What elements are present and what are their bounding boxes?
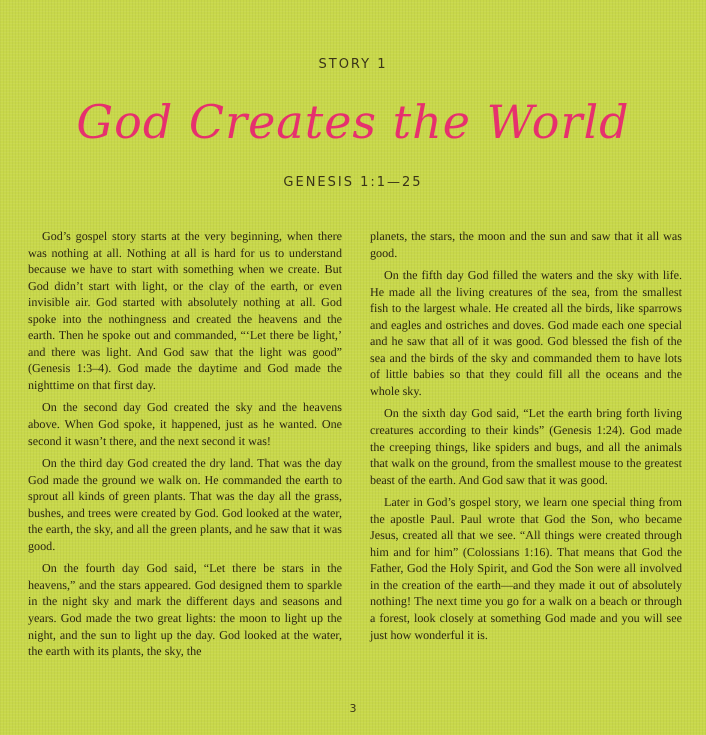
left-column — [28, 228, 342, 666]
paragraph-continuation: planets, the stars, the moon and the sun and saw that it all was good. — [370, 229, 682, 260]
paragraph: On the fourth day God said, “Let there be stars in the heavens,” and the stars appeared. God designed them to sparkle in the night sky and mark the different days and seasons and years. God made the two great lights: the moon to light up the night, and the sun to light up the day. God looked at the water, the earth with its plants, the sky, the — [28, 561, 342, 659]
scripture-reference: GENESIS 1:1—25 — [283, 175, 423, 190]
story-label: STORY 1 — [318, 57, 388, 72]
paragraph: On the second day God created the sky and the heavens above. When God spoke, it happened, just as he wanted. One second it wasn’t there, and the next second it was! — [28, 400, 342, 448]
story-title: God Creates the World — [76, 95, 630, 149]
paragraph: On the third day God created the dry land. That was the day God made the ground we walk on. He commanded the earth to sprout all kinds of green plants. That was the day all the grass, bushes, and trees were created by God. God looked at the water, the earth, the sky, and all the green plants, and he saw that it was good. — [28, 456, 342, 553]
paragraph: God’s gospel story starts at the very beginning, when there was nothing at all. Nothing at all is hard for us to understand because we have to start with something when we create. But God didn’t start with light, or the clay of the earth, or even invisible air. God started with absolutely nothing at all. God spoke into the nothingness and created the heavens and the earth. Then he spoke out and commanded, “‘Let there be light,’ and there was light. And God saw that the light was good” (Genesis 1:3–4). God made the daytime and God made the nighttime on that first day. — [28, 229, 342, 392]
page-number: 3 — [349, 702, 357, 715]
right-column — [370, 228, 682, 649]
paragraph: Later in God’s gospel story, we learn one special thing from the apostle Paul. Paul wrote that God the Son, who became Jesus, created all that we see. “All things were created through him and for him” (Colossians 1:16). That means that God the Father, God the Holy Spirit, and God the Son were all involved in the creation of the earth—and they made it out of absolutely nothing! The next time you go for a walk on a beach or through a forest, look closely at something God made and you will see just how wonderful it is. — [370, 495, 682, 642]
paragraph: On the fifth day God filled the waters and the sky with life. He made all the living creatures of the sea, from the smallest fish to the largest whale. He created all the birds, like sparrows and eagles and ostriches and doves. God made each one special and he saw that all of it was good. God blessed the fish of the sea and the birds of the sky and commanded them to have lots of little babies so that they could fill all the oceans and the whole sky. — [370, 268, 682, 398]
paragraph: On the sixth day God said, “Let the earth bring forth living creatures according to their kinds” (Genesis 1:24). God made the creeping things, like spiders and bugs, and all the animals that walk on the ground, from the smallest mouse to the greatest beast of the earth. And God saw that it was good. — [370, 406, 682, 487]
